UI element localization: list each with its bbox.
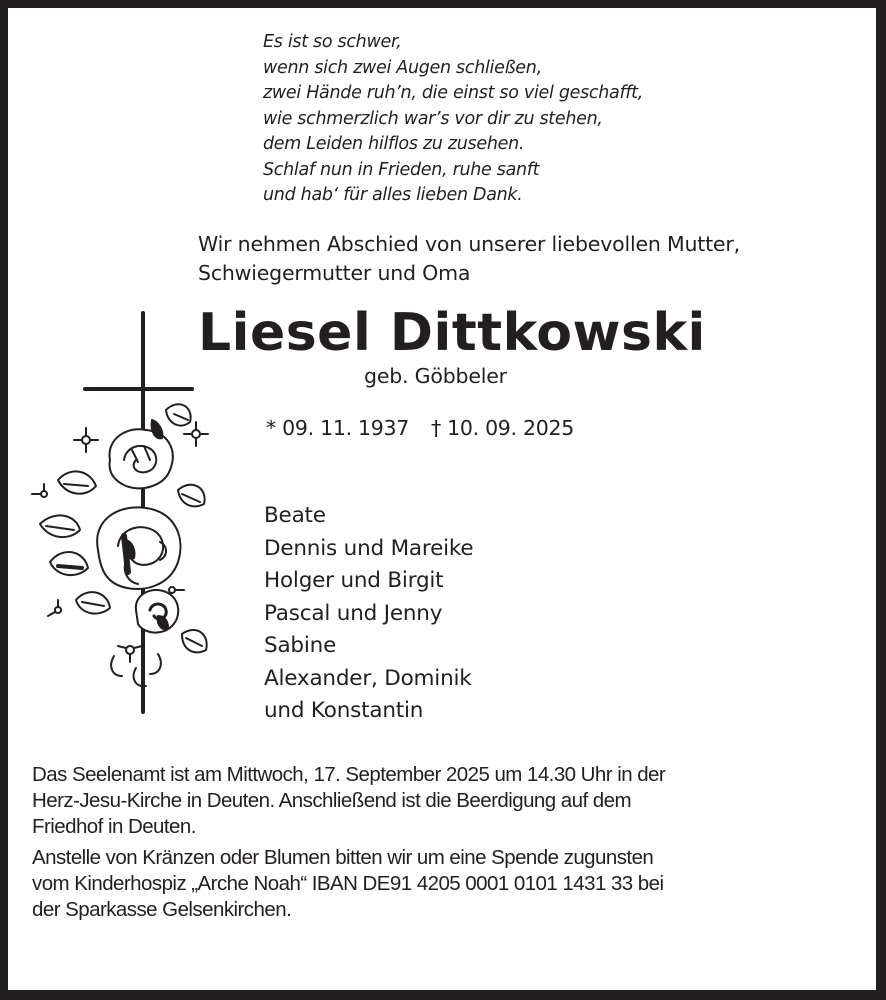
service-line: Herz-Jesu-Kirche in Deuten. Anschließend ist die Beerdigung auf dem (32, 789, 631, 812)
deceased-name: Liesel Dittkowski (198, 303, 706, 363)
poem-line: wie schmerzlich war’s vor dir zu stehen, (263, 108, 603, 129)
mourner: Dennis und Mareike (264, 535, 474, 561)
service-line: Das Seelenamt ist am Mittwoch, 17. September 2025 um 14.30 Uhr in der (32, 763, 666, 786)
service-line: Friedhof in Deuten. (32, 815, 196, 838)
intro-line: Schwiegermutter und Oma (198, 261, 471, 285)
mourner: und Konstantin (264, 698, 424, 723)
mourner: Sabine (264, 633, 337, 658)
service-details (32, 762, 862, 928)
donation-info (32, 845, 862, 923)
donation-line: Anstelle von Kränzen oder Blumen bitten wir um eine Spende zugunsten (32, 846, 654, 869)
death-date: † 10. 09. 2025 (430, 416, 574, 440)
obituary-notice (8, 8, 876, 990)
poem-line: dem Leiden hilflos zu zusehen. (263, 134, 525, 154)
cross-with-roses-icon (18, 310, 218, 734)
mourner: Alexander, Dominik (264, 665, 472, 691)
mourner: Holger und Birgit (264, 568, 444, 593)
poem-line: Es ist so schwer, (263, 32, 402, 52)
memorial-poem (263, 30, 643, 209)
donation-line: vom Kinderhospiz „Arche Noah“ IBAN DE91 4205 0001 0101 1431 33 bei (32, 872, 664, 895)
farewell-intro (198, 230, 740, 288)
poem-line: wenn sich zwei Augen schließen, (263, 57, 542, 78)
funeral-service-info (32, 762, 862, 840)
mourner: Pascal und Jenny (264, 600, 443, 626)
mourner: Beate (264, 503, 326, 528)
poem-line: und hab‘ für alles lieben Dank. (263, 185, 523, 205)
poem-line: zwei Hände ruh’n, die einst so viel geschafft, (263, 83, 643, 103)
mourners-list (264, 500, 473, 728)
life-dates (266, 416, 574, 440)
birth-date: * 09. 11. 1937 (266, 416, 409, 440)
intro-line: Wir nehmen Abschied von unserer liebevollen Mutter, (198, 232, 740, 256)
donation-line: der Sparkasse Gelsenkirchen. (32, 898, 292, 921)
poem-line: Schlaf nun in Frieden, ruhe sanft (263, 159, 540, 180)
maiden-name: geb. Göbbeler (364, 364, 507, 388)
